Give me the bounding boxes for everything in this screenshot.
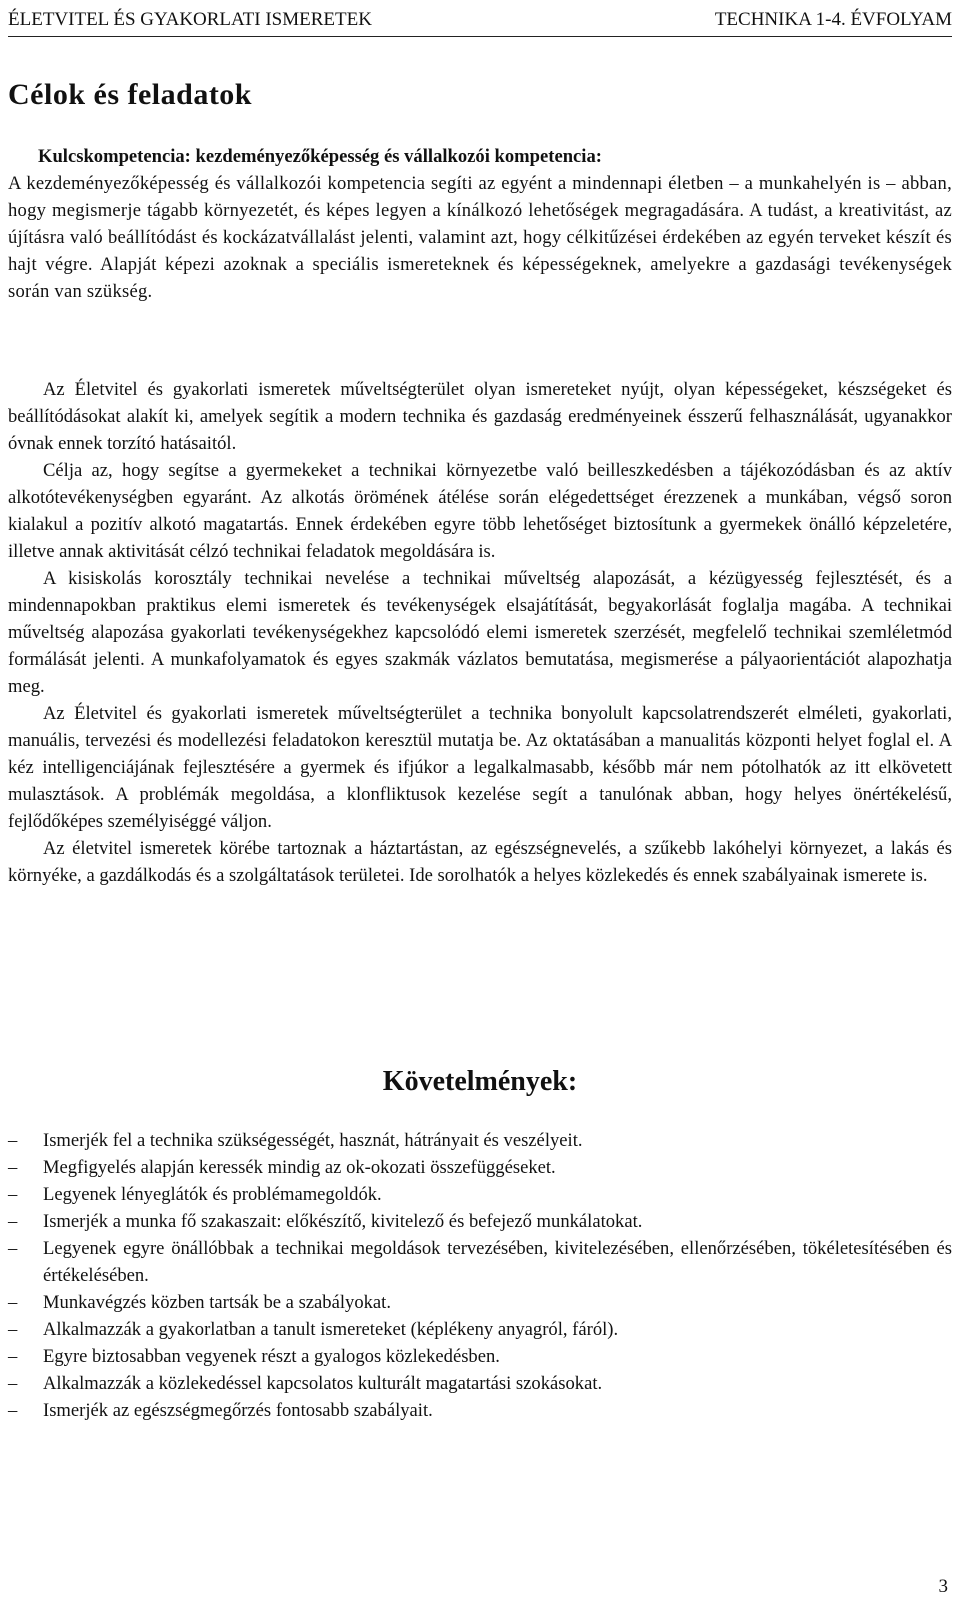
paragraph-1: Az Életvitel és gyakorlati ismeretek műveltségterület olyan ismereteket nyújt, olyan képességeket, készségeket és beállítódásokat alakít ki, amelyek segítik a modern technika és gazdaság eredményeinek ésszerű felhasználását, ugyanakkor óvnak ennek torzító hatásaitól. [8,379,952,454]
requirement-text: Munkavégzés közben tartsák be a szabályokat. [43,1292,391,1313]
list-item [8,1397,952,1424]
key-competence-section [8,143,952,305]
requirement-text: Alkalmazzák a közlekedéssel kapcsolatos kulturált magatartási szokásokat. [43,1373,603,1394]
dash-bullet-icon: – [8,1373,18,1394]
page-title: Célok és feladatok [8,78,252,111]
paragraph-5: Az életvitel ismeretek körébe tartoznak a háztartástan, az egészségnevelés, a szűkebb lakóhelyi környezet, a lakás és környéke, a gazdálkodás és a szolgáltatások területei. Ide sorolhatók a helyes közlekedés és ennek szabályainak ismerete is. [8,838,952,886]
requirement-text: Megfigyelés alapján keressék mindig az ok-okozati összefüggéseket. [43,1157,556,1178]
dash-bullet-icon: – [8,1238,18,1259]
paragraph-3: A kisiskolás korosztály technikai nevelése a technikai műveltség alapozását, a kézügyesség fejlesztését, és a mindennapokban praktikus elemi ismeretek és tevékenységek elsajátítását, begyakorlását foglalja magába. A technikai műveltség alapozása gyakorlati tevékenységekhez kapcsolódó elemi ismeretek szerzését, megfelelő technikai szemléletmód formálását jelenti. A munkafolyamatok és egyes szakmák vázlatos bemutatása, megismerése a pályaorientációt alapozhatja meg. [8,568,952,697]
dash-bullet-icon: – [8,1346,18,1367]
requirement-text: Egyre biztosabban vegyenek részt a gyalogos közlekedésben. [43,1346,500,1367]
list-item [8,1289,952,1316]
requirement-text: Ismerjék a munka fő szakaszait: előkészítő, kivitelező és befejező munkálatokat. [43,1211,643,1232]
dash-bullet-icon: – [8,1292,18,1313]
requirement-text: Legyenek egyre önállóbbak a technikai megoldások tervezésében, kivitelezésében, ellenőrzésében, tökéletesítésében és értékelésében. [43,1238,952,1286]
key-competence-text: A kezdeményezőképesség és vállalkozói kompetencia segíti az egyént a mindennapi életben – a munkahelyén is – abban, hogy megismerje tágabb környezetét, és képes legyen a kínálkozó lehetőségek megragadására. A tudást, a kreativitást, az újításra való beállítódást és kockázatvállalást jelenti, valamint azt, hogy célkitűzései érdekében az egyén terveket készít és hajt végre. Alapját képezi azoknak a speciális ismereteknek és képességeknek, amelyekre a gazdasági tevékenységek során van szükség. [8,173,952,302]
intro-section [8,376,952,889]
requirement-text: Legyenek lényeglátók és problémamegoldók. [43,1184,382,1205]
requirements-title: Követelmények: [382,1066,578,1097]
list-item [8,1208,952,1235]
page-number: 3 [938,1576,948,1597]
list-item [8,1235,952,1289]
dash-bullet-icon: – [8,1400,18,1421]
list-item [8,1127,952,1154]
dash-bullet-icon: – [8,1211,18,1232]
requirement-text: Ismerjék fel a technika szükségességét, hasznát, hátrányait és veszélyeit. [43,1130,583,1151]
paragraph-2: Célja az, hogy segítse a gyermekeket a technikai környezetbe való beilleszkedésben a tájékozódásban és az aktív alkotótevékenységben egyaránt. Az alkotás örömének átélése során elégedettséget érezzenek a munkában, végső soron kialakul a pozitív alkotó magatartás. Ennek érdekében egyre több lehetőséget biztosítunk a gyermekek önálló képzeletére, illetve annak aktivitását célzó technikai feladatok megoldására is. [8,460,952,562]
list-item [8,1370,952,1397]
dash-bullet-icon: – [8,1184,18,1205]
page-header [8,6,952,37]
list-item [8,1316,952,1343]
key-competence-heading: Kulcskompetencia: kezdeményezőképesség és vállalkozói kompetencia: [38,146,602,167]
requirement-text: Ismerjék az egészségmegőrzés fontosabb szabályait. [43,1400,433,1421]
paragraph-4: Az Életvitel és gyakorlati ismeretek műveltségterület a technika bonyolult kapcsolatrendszerét elméleti, gyakorlati, manuális, tervezési és modellezési feladatokon keresztül mutatja be. Az oktatásában a manualitás központi helyet foglal el. A kéz intelligenciájának fejlesztésére a gyermek és ifjúkor a legalkalmasabb, később már nem pótolhatók az itt elkövetett mulasztások. A problémák megoldása, a klonfliktusok kezelése segít a tanulónak abban, hogy helyes önértékelésű, fejlődőképes személyiséggé váljon. [8,703,952,832]
dash-bullet-icon: – [8,1157,18,1178]
list-item [8,1343,952,1370]
dash-bullet-icon: – [8,1130,18,1151]
requirements-list [8,1127,952,1424]
list-item [8,1154,952,1181]
requirement-text: Alkalmazzák a gyakorlatban a tanult ismereteket (képlékeny anyagról, fáról). [43,1319,619,1340]
header-subject: ÉLETVITEL ÉS GYAKORLATI ISMERETEK [8,9,372,30]
dash-bullet-icon: – [8,1319,18,1340]
header-grade: TECHNIKA 1-4. ÉVFOLYAM [714,9,952,30]
list-item [8,1181,952,1208]
